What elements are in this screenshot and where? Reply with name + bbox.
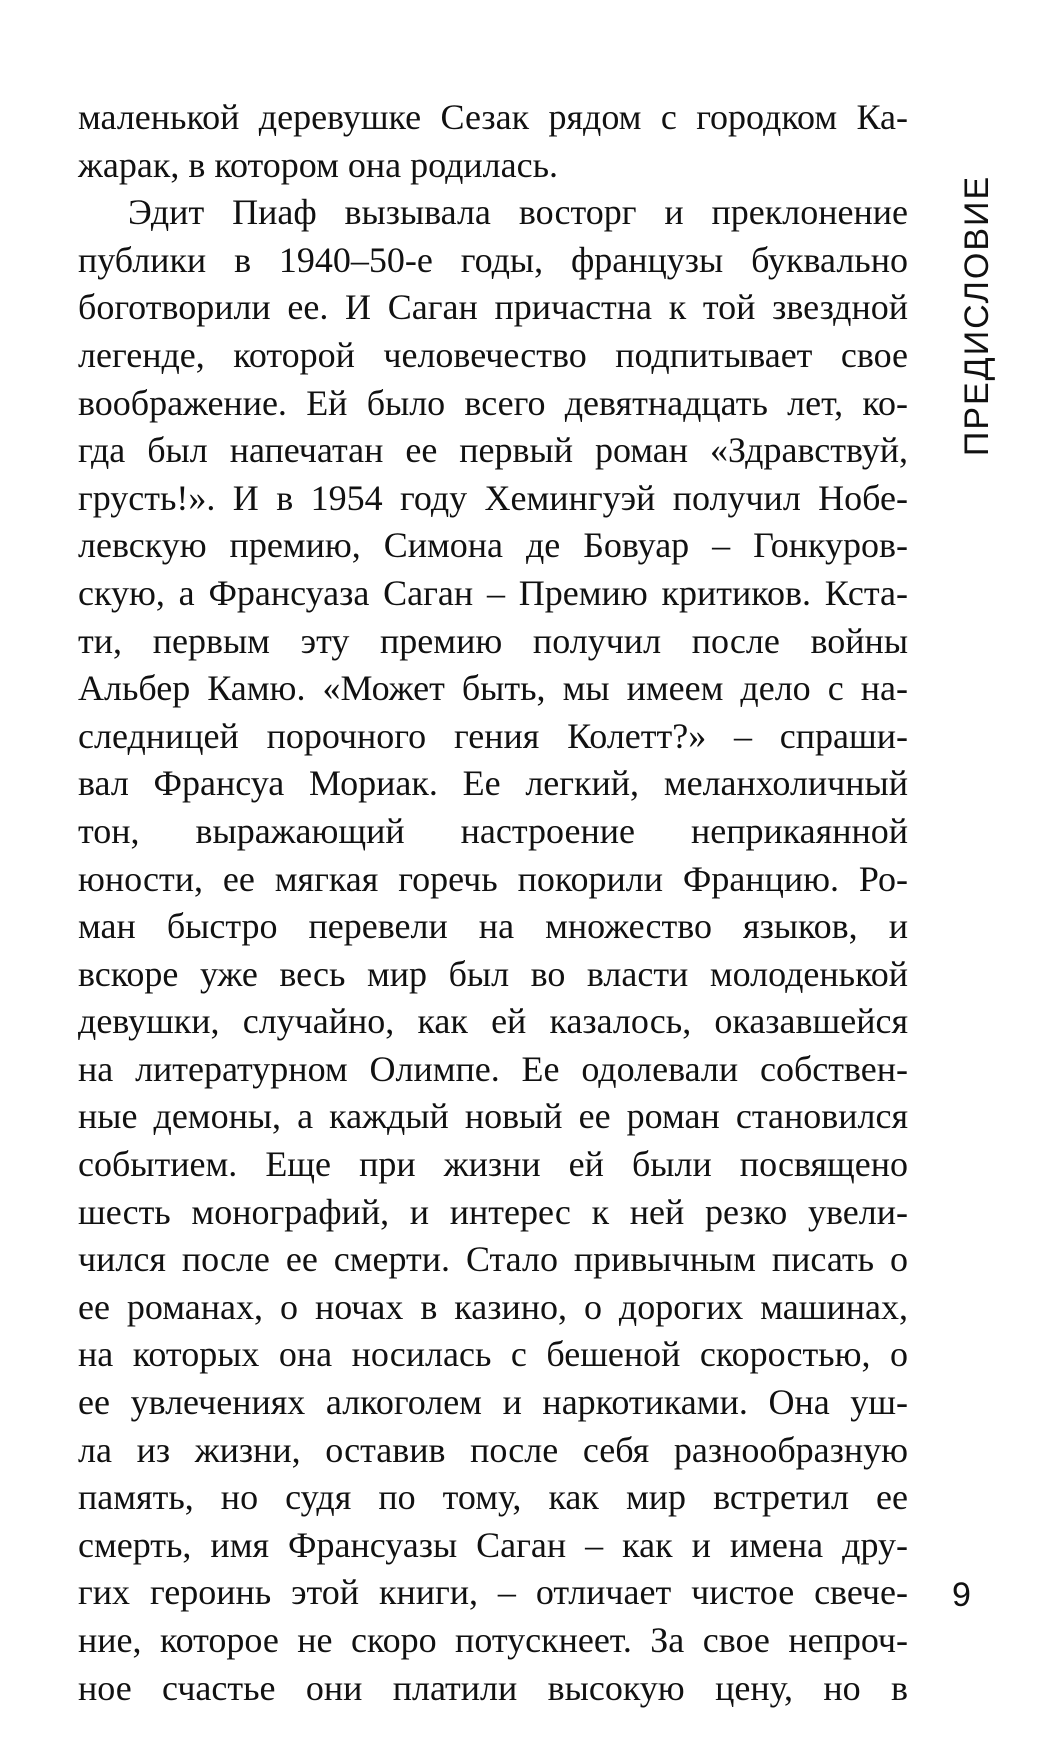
page-number: 9 [952, 1576, 971, 1614]
text-line: на литературном Олимпе. Ее одолевали собствен- [78, 1048, 908, 1089]
text-line: ное счастье они платили высокую цену, но в [78, 1667, 908, 1708]
text-line: левскую премию, Симона де Бовуар – Гонкуров- [78, 525, 908, 566]
text-line: чился после ее смерти. Стало привычным писать о [78, 1239, 908, 1280]
text-line: ти, первым эту премию получил после войны [78, 620, 908, 661]
body-text [78, 94, 908, 1712]
text-line: вал Франсуа Мориак. Ее легкий, меланхоличный [78, 763, 908, 804]
running-head [948, 174, 1008, 456]
text-line: ман быстро перевели на множество языков, и [78, 906, 908, 947]
text-line: легенде, которой человечество подпитывает свое [78, 334, 908, 375]
text-line: на которых она носилась с бешеной скоростью, о [78, 1334, 908, 1375]
text-line: публики в 1940–50-е годы, французы буквально [78, 239, 908, 280]
text-line: юности, ее мягкая горечь покорили Францию. Ро- [78, 858, 908, 899]
text-line: тон, выражающий настроение неприкаянной [78, 810, 908, 851]
text-line: боготворили ее. И Саган причастна к той звездной [78, 287, 908, 328]
running-head-label: ПРЕДИСЛОВИЕ [958, 174, 997, 456]
text-line: ее увлечениях алкоголем и наркотиками. Она уш- [78, 1382, 908, 1423]
text-line: Альбер Камю. «Может быть, мы имеем дело с на- [78, 668, 908, 709]
text-line: смерть, имя Франсуазы Саган – как и имена дру- [78, 1524, 908, 1565]
text-line: воображение. Ей было всего девятнадцать лет, ко- [78, 382, 908, 423]
text-line: грусть!». И в 1954 году Хемингуэй получил Нобе- [78, 477, 908, 518]
text-line: гих героинь этой книги, – отличает чистое свече- [78, 1572, 908, 1613]
text-line: девушки, случайно, как ей казалось, оказавшейся [78, 1001, 908, 1042]
text-line: гда был напечатан ее первый роман «Здравствуй, [78, 430, 908, 471]
text-line: следницей порочного гения Колетт?» – спраши- [78, 715, 908, 756]
text-line: ные демоны, а каждый новый ее роман становился [78, 1096, 908, 1137]
text-line: скую, а Франсуаза Саган – Премию критиков. Кста- [78, 572, 908, 613]
text-line: жарак, в котором она родилась. [78, 144, 558, 185]
text-line: маленькой деревушке Сезак рядом с городком Ка- [78, 97, 908, 137]
text-line: событием. Еще при жизни ей были посвящено [78, 1144, 908, 1185]
text-line: вскоре уже весь мир был во власти молоденькой [78, 953, 908, 994]
paragraph-first-line: Эдит Пиаф вызывала восторг и преклонение [128, 192, 908, 233]
text-line: ла из жизни, оставив после себя разнообразную [78, 1429, 908, 1470]
text-line: шесть монографий, и интерес к ней резко увели- [78, 1191, 908, 1232]
text-line: память, но судя по тому, как мир встретил ее [78, 1477, 908, 1518]
text-line: ние, которое не скоро потускнеет. За свое непроч- [78, 1620, 908, 1660]
text-line: ее романах, о ночах в казино, о дорогих машинах, [78, 1286, 908, 1327]
